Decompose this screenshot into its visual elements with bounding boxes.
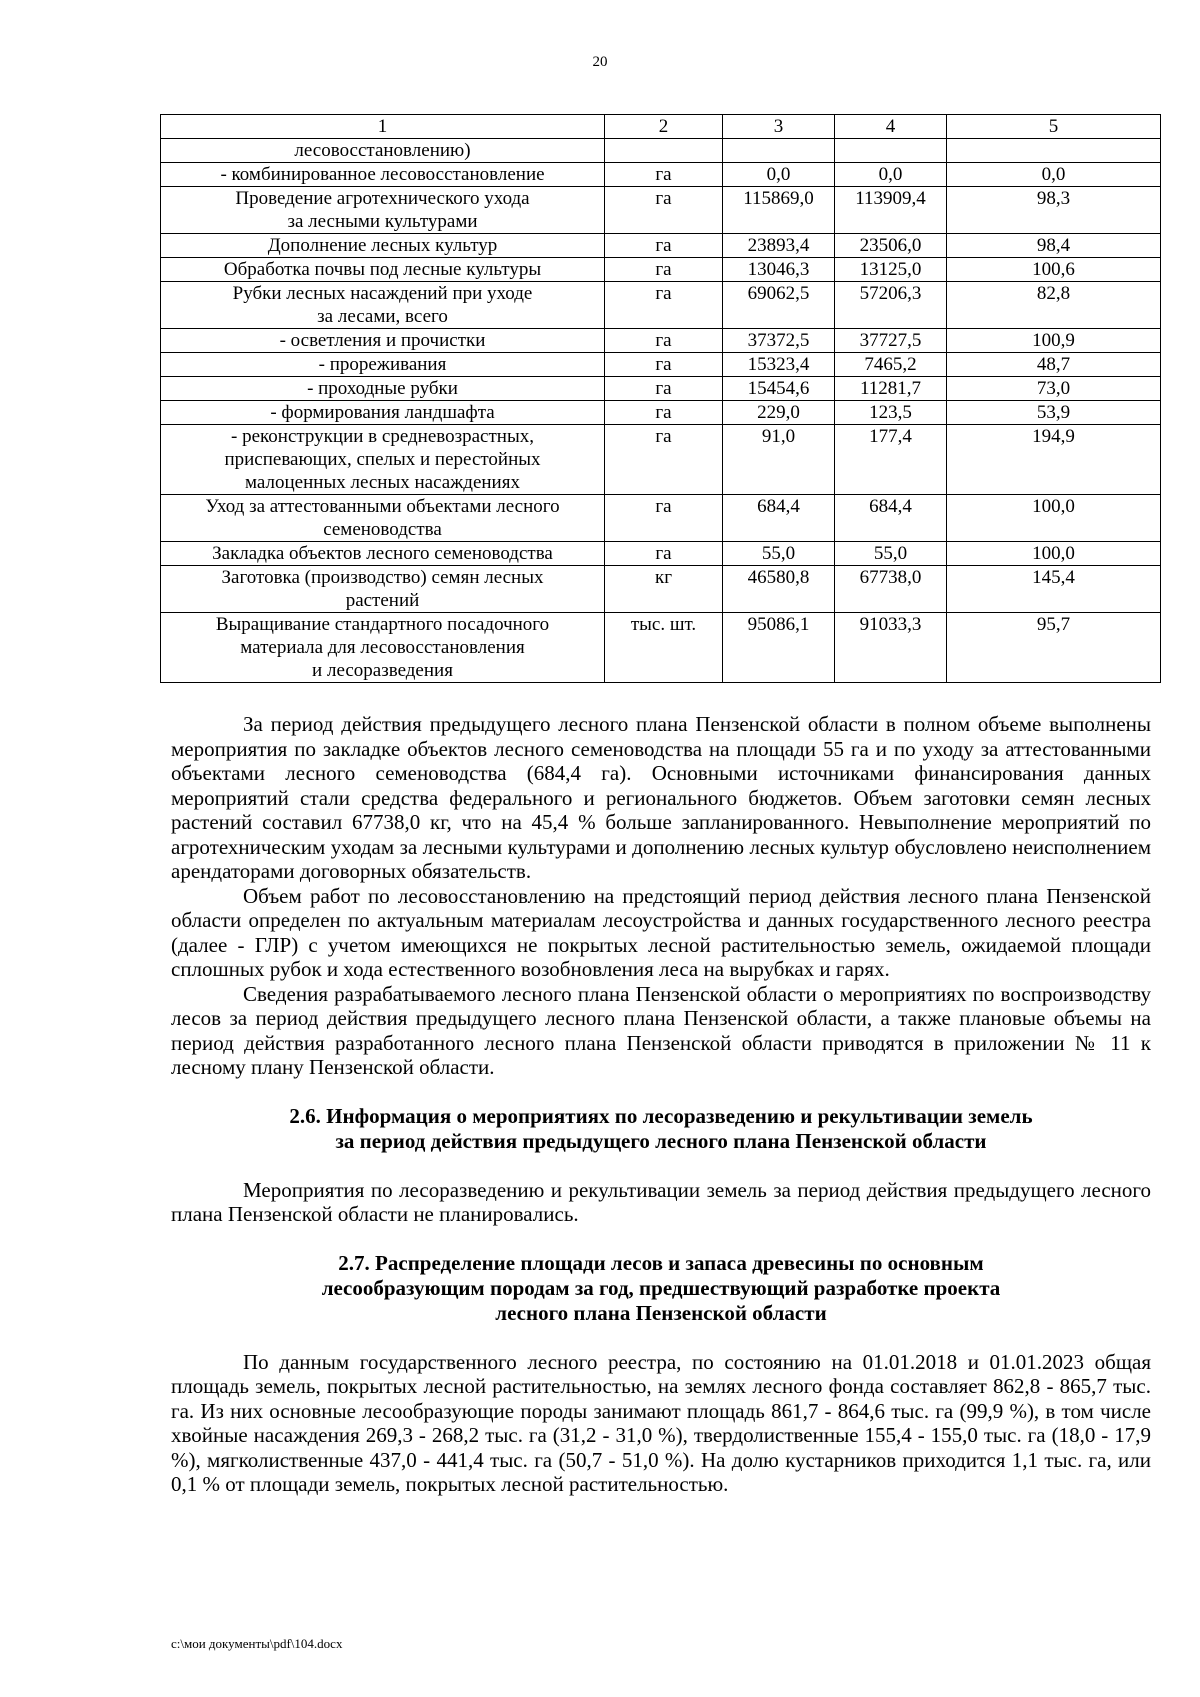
row-col5-cell: 145,4: [947, 566, 1161, 613]
row-name-cell: Проведение агротехнического ухода за лесными культурами: [161, 187, 605, 234]
table-row: [161, 401, 1161, 425]
row-col3-cell: 69062,5: [723, 282, 835, 329]
footer-file-path: c:\мои документы\pdf\104.docx: [171, 1636, 343, 1651]
row-col5-cell: 48,7: [947, 353, 1161, 377]
section-heading-2-6: [171, 1104, 1151, 1154]
header-col-1: 1: [161, 115, 605, 139]
row-name-cell: Закладка объектов лесного семеноводства: [161, 542, 605, 566]
row-unit-cell: га: [605, 329, 723, 353]
row-name-cell: лесовосстановлению): [161, 139, 605, 163]
measures-table: [160, 114, 1161, 683]
row-unit-cell: га: [605, 425, 723, 495]
header-col-3: 3: [723, 115, 835, 139]
table-row: [161, 163, 1161, 187]
row-col5-cell: 95,7: [947, 613, 1161, 683]
row-col4-cell: [835, 139, 947, 163]
paragraph: Объем работ по лесовосстановлению на предстоящий период действия лесного плана Пензенской области определен по актуальным материалам лесоустройства и данных государственного лесного реестра (далее - ГЛР) с учетом имеющихся не покрытых лесной растительностью земель, ожидаемой площади сплошных рубок и хода естественного возобновления леса на вырубках и гарях.: [171, 883, 1151, 981]
paragraph: За период действия предыдущего лесного плана Пензенской области в полном объеме выполнены мероприятия по закладке объектов лесного семеноводства на площади 55 га и по уходу за аттестованными объектами лесного семеноводства (684,4 га). Основными источниками финансирования данных мероприятий стали средства федерального и регионального бюджетов. Объем заготовки семян лесных растений составил 67738,0 кг, что на 45,4 % больше запланированного. Невыполнение мероприятий по агротехническим уходам за лесными культурами и дополнению лесных культур обусловлено неисполнением арендаторами договорных обязательств.: [171, 712, 1151, 883]
table-row: [161, 425, 1161, 495]
table-row: [161, 282, 1161, 329]
row-col4-cell: 57206,3: [835, 282, 947, 329]
row-col3-cell: 91,0: [723, 425, 835, 495]
row-col4-cell: 55,0: [835, 542, 947, 566]
row-name-cell: - комбинированное лесовосстановление: [161, 163, 605, 187]
heading-line: лесообразующим породам за год, предшествующий разработке проекта: [321, 1275, 1001, 1300]
body-text: [171, 712, 1151, 1497]
row-col3-cell: 15454,6: [723, 377, 835, 401]
header-col-4: 4: [835, 115, 947, 139]
row-col5-cell: 0,0: [947, 163, 1161, 187]
heading-line: 2.7. Распределение площади лесов и запаса древесины по основным: [338, 1250, 984, 1275]
row-col4-cell: 37727,5: [835, 329, 947, 353]
row-col5-cell: 73,0: [947, 377, 1161, 401]
table-row: [161, 566, 1161, 613]
heading-line: 2.6. Информация о мероприятиях по лесоразведению и рекультивации земель: [289, 1103, 1033, 1128]
row-col4-cell: 684,4: [835, 495, 947, 542]
row-unit-cell: [605, 139, 723, 163]
row-unit-cell: га: [605, 258, 723, 282]
row-unit-cell: га: [605, 282, 723, 329]
section-heading-2-7: [171, 1251, 1151, 1326]
row-name-cell: Обработка почвы под лесные культуры: [161, 258, 605, 282]
header-col-5: 5: [947, 115, 1161, 139]
row-col5-cell: 100,0: [947, 495, 1161, 542]
row-col3-cell: 13046,3: [723, 258, 835, 282]
row-col3-cell: 684,4: [723, 495, 835, 542]
row-col4-cell: 123,5: [835, 401, 947, 425]
header-col-2: 2: [605, 115, 723, 139]
table-row: [161, 139, 1161, 163]
row-col5-cell: 100,6: [947, 258, 1161, 282]
row-col3-cell: 95086,1: [723, 613, 835, 683]
table-row: [161, 353, 1161, 377]
row-unit-cell: га: [605, 187, 723, 234]
row-unit-cell: га: [605, 542, 723, 566]
row-unit-cell: га: [605, 401, 723, 425]
row-col3-cell: 0,0: [723, 163, 835, 187]
paragraph: Мероприятия по лесоразведению и рекультивации земель за период действия предыдущего лесного плана Пензенской области не планировались.: [171, 1177, 1151, 1226]
table-body: [161, 139, 1161, 683]
row-unit-cell: га: [605, 353, 723, 377]
row-col5-cell: 82,8: [947, 282, 1161, 329]
row-col3-cell: 15323,4: [723, 353, 835, 377]
row-col5-cell: 100,9: [947, 329, 1161, 353]
row-col3-cell: 55,0: [723, 542, 835, 566]
row-col4-cell: 91033,3: [835, 613, 947, 683]
row-col5-cell: 194,9: [947, 425, 1161, 495]
row-col5-cell: 98,3: [947, 187, 1161, 234]
table-row: [161, 187, 1161, 234]
row-name-cell: Заготовка (производство) семян лесных растений: [161, 566, 605, 613]
row-col3-cell: [723, 139, 835, 163]
row-unit-cell: га: [605, 234, 723, 258]
row-col5-cell: 100,0: [947, 542, 1161, 566]
table-header-row: [161, 115, 1161, 139]
row-name-cell: - прореживания: [161, 353, 605, 377]
row-name-cell: - проходные рубки: [161, 377, 605, 401]
row-col3-cell: 229,0: [723, 401, 835, 425]
row-col4-cell: 23506,0: [835, 234, 947, 258]
row-name-cell: Уход за аттестованными объектами лесного семеноводства: [161, 495, 605, 542]
page-number: 20: [592, 54, 608, 70]
row-unit-cell: тыс. шт.: [605, 613, 723, 683]
heading-line: за период действия предыдущего лесного плана Пензенской области: [335, 1128, 987, 1153]
table-row: [161, 542, 1161, 566]
row-col4-cell: 13125,0: [835, 258, 947, 282]
row-name-cell: Рубки лесных насаждений при уходе за лесами, всего: [161, 282, 605, 329]
row-col5-cell: 98,4: [947, 234, 1161, 258]
row-col3-cell: 46580,8: [723, 566, 835, 613]
table-row: [161, 329, 1161, 353]
row-col3-cell: 23893,4: [723, 234, 835, 258]
row-col3-cell: 115869,0: [723, 187, 835, 234]
row-col4-cell: 177,4: [835, 425, 947, 495]
table-row: [161, 495, 1161, 542]
row-name-cell: Выращивание стандартного посадочного материала для лесовосстановления и лесоразведения: [161, 613, 605, 683]
row-col5-cell: 53,9: [947, 401, 1161, 425]
row-unit-cell: га: [605, 377, 723, 401]
row-col4-cell: 0,0: [835, 163, 947, 187]
row-unit-cell: га: [605, 163, 723, 187]
row-name-cell: Дополнение лесных культур: [161, 234, 605, 258]
table-row: [161, 613, 1161, 683]
heading-line: лесного плана Пензенской области: [495, 1300, 827, 1325]
table-row: [161, 234, 1161, 258]
row-col4-cell: 67738,0: [835, 566, 947, 613]
row-unit-cell: га: [605, 495, 723, 542]
paragraph: Сведения разрабатываемого лесного плана Пензенской области о мероприятиях по воспроизводству лесов за период действия предыдущего лесного плана Пензенской области, а также плановые объемы на период действия разработанного лесного плана Пензенской области приводятся в приложении № 11 к лесному плану Пензенской области.: [171, 981, 1151, 1079]
row-col3-cell: 37372,5: [723, 329, 835, 353]
row-col4-cell: 7465,2: [835, 353, 947, 377]
row-name-cell: - осветления и прочистки: [161, 329, 605, 353]
row-name-cell: - реконструкции в средневозрастных, приспевающих, спелых и перестойных малоценных лесных насаждениях: [161, 425, 605, 495]
row-col4-cell: 11281,7: [835, 377, 947, 401]
table-row: [161, 258, 1161, 282]
row-name-cell: - формирования ландшафта: [161, 401, 605, 425]
row-unit-cell: кг: [605, 566, 723, 613]
paragraph: По данным государственного лесного реестра, по состоянию на 01.01.2018 и 01.01.2023 общая площадь земель, покрытых лесной растительностью, на землях лесного фонда составляет 862,8 - 865,7 тыс. га. Из них основные лесообразующие породы занимают площадь 861,7 - 864,6 тыс. га (99,9 %), в том числе хвойные насаждения 269,3 - 268,2 тыс. га (31,2 - 31,0 %), твердолиственные 155,4 - 155,0 тыс. га (18,0 - 17,9 %), мягколиственные 437,0 - 441,4 тыс. га (50,7 - 51,0 %). На долю кустарников приходится 1,1 тыс. га, или 0,1 % от площади земель, покрытых лесной растительностью.: [171, 1349, 1151, 1496]
row-col5-cell: [947, 139, 1161, 163]
row-col4-cell: 113909,4: [835, 187, 947, 234]
table-row: [161, 377, 1161, 401]
